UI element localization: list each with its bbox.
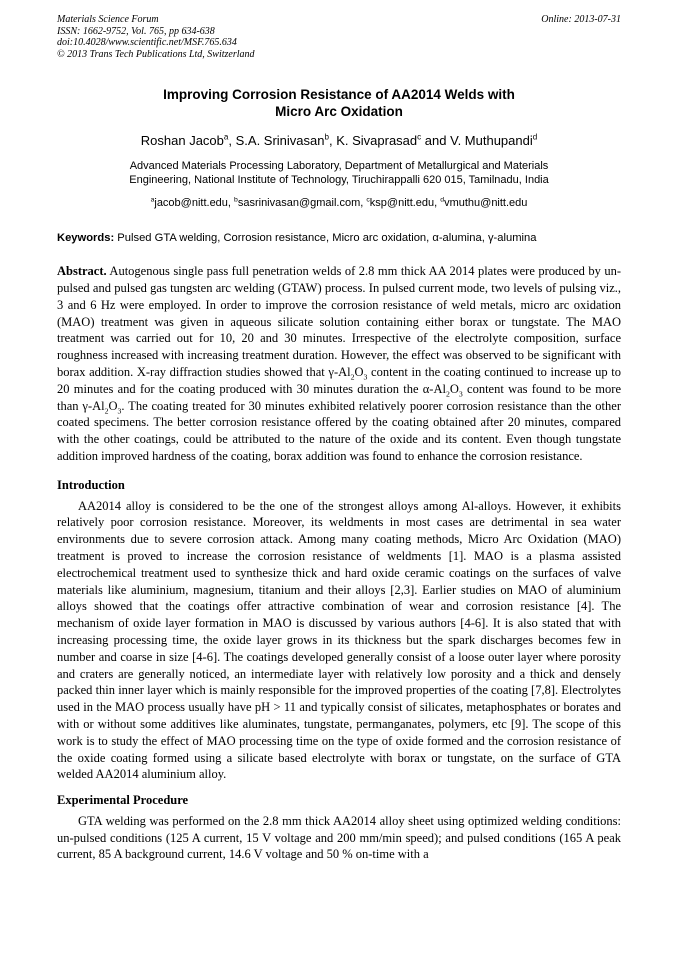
copyright-line: © 2013 Trans Tech Publications Ltd, Switzerland [57,48,255,60]
introduction-paragraph: AA2014 alloy is considered to be the one of the strongest alloys among Al-alloys. However, it exhibits relatively poor corrosion resistance. Moreover, its weldments in most cases are detrimental in sea water environments due to severe corrosion attack. Among many coating methods, Micro Arc Oxidation (MAO) treatment is proved to increase the corrosion resistance of weldments [1]. MAO is a plasma assisted electrochemical treatment used to synthesize thick and hard oxide ceramic coatings on the surfaces of valve materials like aluminium, magnesium, titanium and their alloys [2,3]. Earlier studies on MAO of aluminium alloys showed that the coatings offer attractive combination of wear and corrosion resistance [4]. The mechanism of oxide layer formation in MAO is discussed by various authors [4-6]. It is also stated that with increasing processing time, the oxide layer grows in its thickness but the spark discharges becomes few in number and coarse in size [4-6]. The coatings developed generally consist of a loose outer layer where porosity and craters are generally noticed, an intermediate layer with relatively low porosity and a thick and densely packed thin inner layer which is mainly responsible for the improved properties of the coating [7,8]. Electrolytes used in the MAO process usually have pH > 11 and typically consist of silicates, metaphosphates or borates and with or without some additives like aluminates, tungstate, permanganates, polymers, etc [9]. The scope of this work is to study the effect of MAO processing time on the type of oxide formed and the corrosion resistance of the oxide coating formed using a silicate based electrolyte with borax or tungstate, on the surface of GTA welded AA2014 aluminium alloy. [57,498,621,782]
author-emails: $^a$jacob@nitt.edu, $^b$sasrinivasan@gmail.com, $^c$ksp@nitt.edu, $^d$vmuthu@nitt.edu [150,196,528,210]
journal-header-left [57,14,255,60]
paper-title-line2: Micro Arc Oxidation [275,104,403,120]
abstract-paragraph: Abstract. Autogenous single pass full penetration welds of 2.8 mm thick AA 2014 plates were produced by un-pulsed and pulsed gas tungsten arc welding (GTAW) process. In pulsed current mode, two levels of pulsing viz., 3 and 6 Hz were employed. In order to improve the corrosion resistance of weld metals, micro arc oxidation (MAO) treatment was given in aqueous silicate solution containing either borax or tungstate. The MAO treatment was carried out for 10, 20 and 30 minutes. Irrespective of the electrolyte composition, surface roughness increased with increasing treatment duration. However, the effect was observed to be significant with borax addition. X-ray diffraction studies showed that $\gamma-Al_2O_3$ content in the coating continued to increase up to 20 minutes and for the coating produced with 30 minutes duration the $\alpha-Al_2O_3$ content was found to be more than $\gamma-Al_2O_3$. The coating treated for 30 minutes exhibited relatively poorer corrosion resistance than the other coated specimens. The better corrosion resistance offered by the coating obtained after 20 minutes, compared with the other coatings, could be attributed to the nature of the oxide and its content. Even though tungstate addition improved hardness of the coating, borax addition was found to enhance the corrosion resistance. [57,264,622,463]
section-heading-introduction: Introduction [57,477,125,492]
keywords-line: Keywords: Pulsed GTA welding, Corrosion resistance, Micro arc oxidation, α-alumina, γ-alumina [57,231,537,244]
section-heading-experimental: Experimental Procedure [57,793,189,808]
paper-title-line1: Improving Corrosion Resistance of AA2014 Welds with [163,87,515,103]
affiliation-line2: Engineering, National Institute of Technology, Tiruchirappalli 620 015, Tamilnadu, India [129,173,549,186]
authors-line: Roshan Jacob$^a$, S.A. Srinivasan$^b$, K. Sivaprasad$^c$ and V. Muthupandi$^d$ [140,133,538,149]
online-date: Online: 2013-07-31 [541,14,621,25]
affiliation-line1: Advanced Materials Processing Laboratory, Department of Metallurgical and Materials [129,160,549,173]
paper-title [57,86,621,120]
affiliation [57,160,621,187]
experimental-paragraph: GTA welding was performed on the 2.8 mm thick AA2014 alloy sheet using optimized welding conditions: un-pulsed conditions (125 A current, 15 V voltage and 200 mm/min speed); and pulsed conditions (165 A peak current, 85 A background current, 14.6 V voltage and 50 % on-time with a [57,813,621,862]
issn-volume-line: ISSN: 1662-9752, Vol. 765, pp 634-638 [57,25,215,37]
journal-name: Materials Science Forum [57,14,159,25]
journal-header [57,14,621,60]
doi-line: doi:10.4028/www.scientific.net/MSF.765.634 [57,37,237,49]
